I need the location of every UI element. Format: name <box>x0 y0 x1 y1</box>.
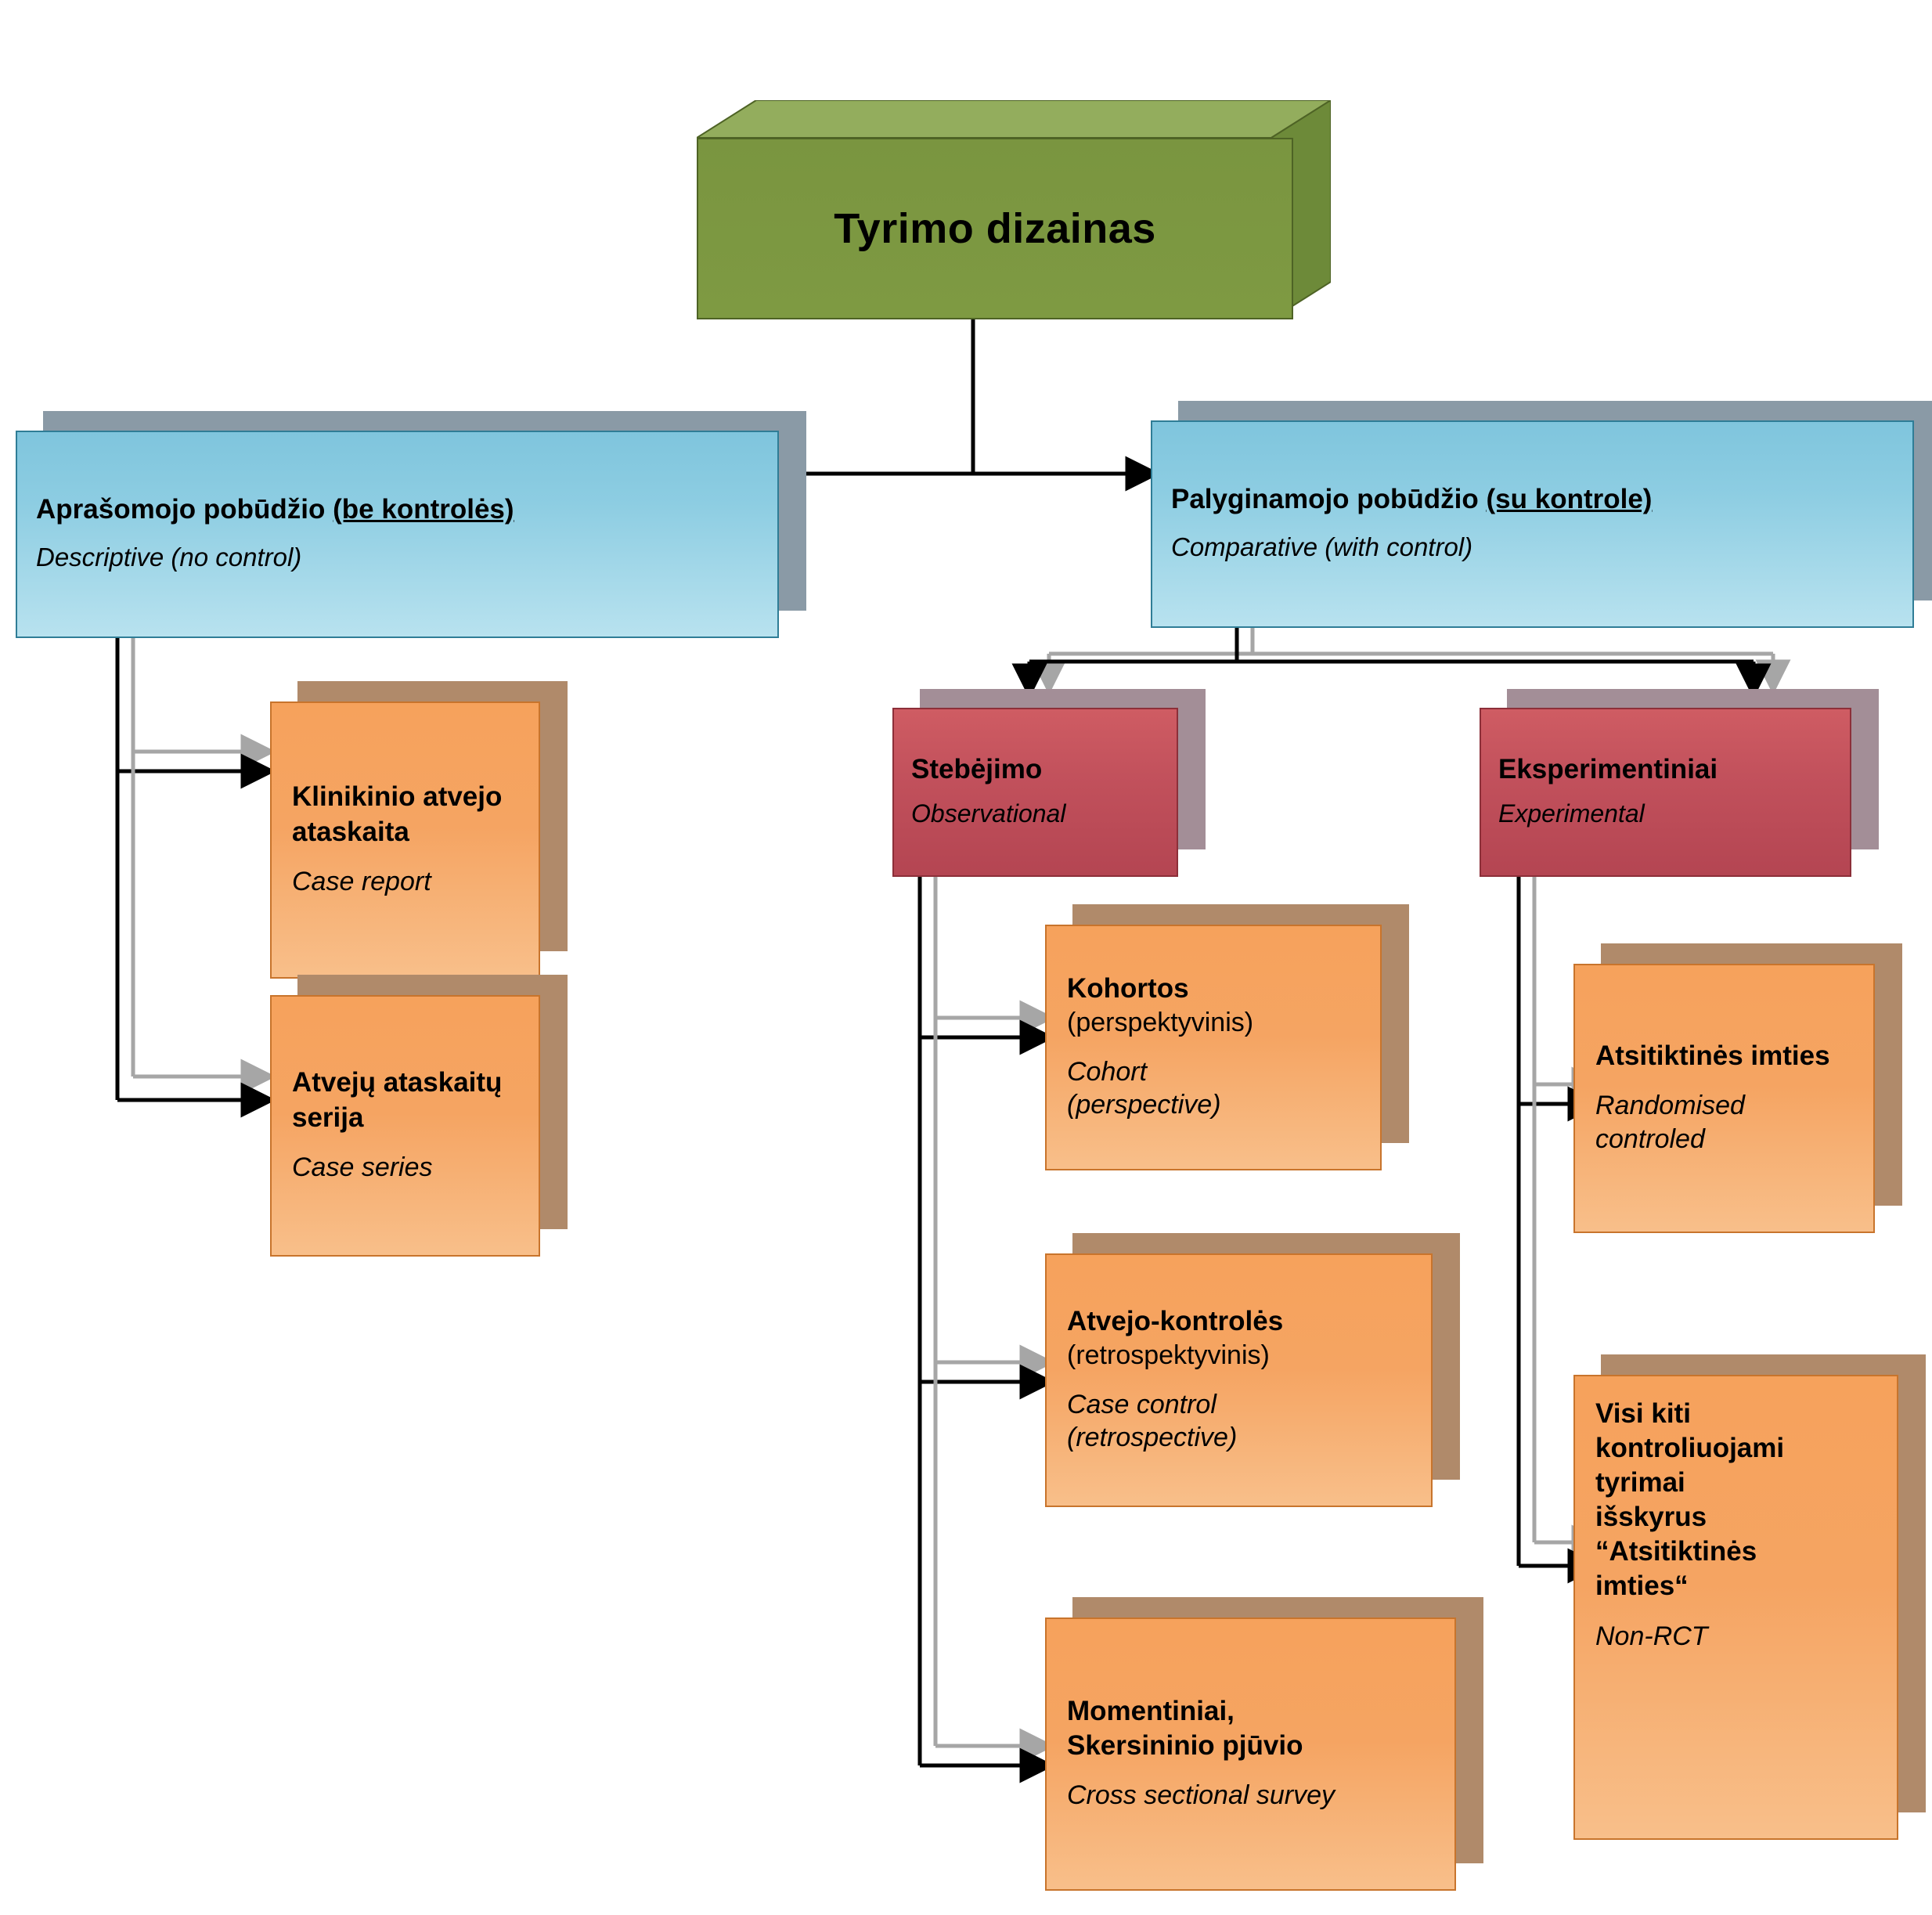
node-cross-sectional-title-2: Skersininio pjūvio <box>1067 1730 1303 1762</box>
node-comparative-title <box>1171 484 1894 515</box>
node-observational-subtitle: Observational <box>911 799 1066 828</box>
node-comparative-face <box>1151 420 1914 628</box>
node-case-control[interactable] <box>1045 1233 1460 1507</box>
node-non-rct-face <box>1573 1375 1898 1840</box>
node-case-control-title: Atvejo-kontrolės <box>1067 1305 1284 1336</box>
node-case-report[interactable] <box>270 681 568 979</box>
node-non-rct-subtitle: Non-RCT <box>1595 1621 1708 1651</box>
node-comparative-title-paren: (su kontrole) <box>1486 483 1653 514</box>
node-randomised-controlled-face <box>1573 964 1875 1233</box>
node-randomised-controlled-subtitle2: controled <box>1595 1124 1705 1155</box>
node-randomised-controlled-subtitle: Randomised <box>1595 1091 1745 1121</box>
root-box-label: Tyrimo dizainas <box>834 205 1156 252</box>
node-case-series[interactable] <box>270 975 568 1257</box>
node-case-series-title: Atvejų ataskaitų serija <box>292 1067 503 1133</box>
node-non-rct-title-1: Visi kiti <box>1595 1398 1691 1429</box>
node-observational-title: Stebėjimo <box>911 753 1043 784</box>
node-non-rct-title-4: išskyrus <box>1595 1502 1707 1533</box>
node-cross-sectional-face <box>1045 1617 1456 1891</box>
node-experimental-face <box>1480 708 1851 877</box>
node-descriptive[interactable] <box>16 411 806 638</box>
node-case-report-face <box>270 701 540 979</box>
node-case-control-subtitle2: (retrospective) <box>1067 1423 1238 1453</box>
node-cross-sectional[interactable] <box>1045 1597 1483 1891</box>
node-case-report-subtitle: Case report <box>292 866 431 896</box>
node-cross-sectional-title-1: Momentiniai, <box>1067 1695 1235 1726</box>
node-cohort-detail: (perspektyvinis) <box>1067 1007 1254 1037</box>
node-cross-sectional-subtitle: Cross sectional survey <box>1067 1780 1335 1811</box>
node-descriptive-title <box>36 494 759 525</box>
node-case-control-face <box>1045 1253 1433 1507</box>
node-case-control-detail: (retrospektyvinis) <box>1067 1340 1270 1370</box>
node-cohort-face <box>1045 925 1382 1170</box>
node-observational-face <box>892 708 1178 877</box>
node-cohort-title: Kohortos <box>1067 972 1189 1004</box>
node-study-design[interactable] <box>697 100 1331 319</box>
node-randomised-controlled[interactable] <box>1573 943 1902 1233</box>
node-descriptive-title-paren: (be kontrolės) <box>333 493 514 525</box>
node-cohort-subtitle: Cohort <box>1067 1056 1148 1087</box>
node-descriptive-title-lt: Aprašomojo pobūdžio <box>36 493 333 525</box>
root-box-face <box>697 138 1293 319</box>
node-cohort-subtitle2: (perspective) <box>1067 1090 1221 1120</box>
node-non-rct-title-2: kontroliuojami <box>1595 1433 1785 1464</box>
node-case-series-face <box>270 995 540 1257</box>
node-cohort[interactable] <box>1045 904 1409 1170</box>
node-comparative-subtitle: Comparative (with control) <box>1171 532 1473 561</box>
node-descriptive-subtitle: Descriptive (no control) <box>36 542 302 572</box>
node-case-report-title: Klinikinio atvejo ataskaita <box>292 781 503 847</box>
node-descriptive-face <box>16 431 779 638</box>
node-experimental-title: Eksperimentiniai <box>1498 753 1718 784</box>
node-randomised-controlled-title: Atsitiktinės imties <box>1595 1040 1830 1072</box>
node-experimental-subtitle: Experimental <box>1498 799 1645 828</box>
node-non-rct-title-3: tyrimai <box>1595 1467 1685 1498</box>
node-non-rct[interactable] <box>1573 1354 1926 1840</box>
node-non-rct-title-5: “Atsitiktinės <box>1595 1536 1757 1567</box>
node-comparative-title-lt: Palyginamojo pobūdžio <box>1171 483 1487 514</box>
node-non-rct-title-6: imties“ <box>1595 1571 1689 1602</box>
node-case-control-subtitle: Case control <box>1067 1389 1217 1419</box>
node-observational[interactable] <box>892 689 1206 877</box>
node-case-series-subtitle: Case series <box>292 1152 433 1182</box>
node-comparative[interactable] <box>1151 401 1932 628</box>
node-experimental[interactable] <box>1480 689 1879 877</box>
